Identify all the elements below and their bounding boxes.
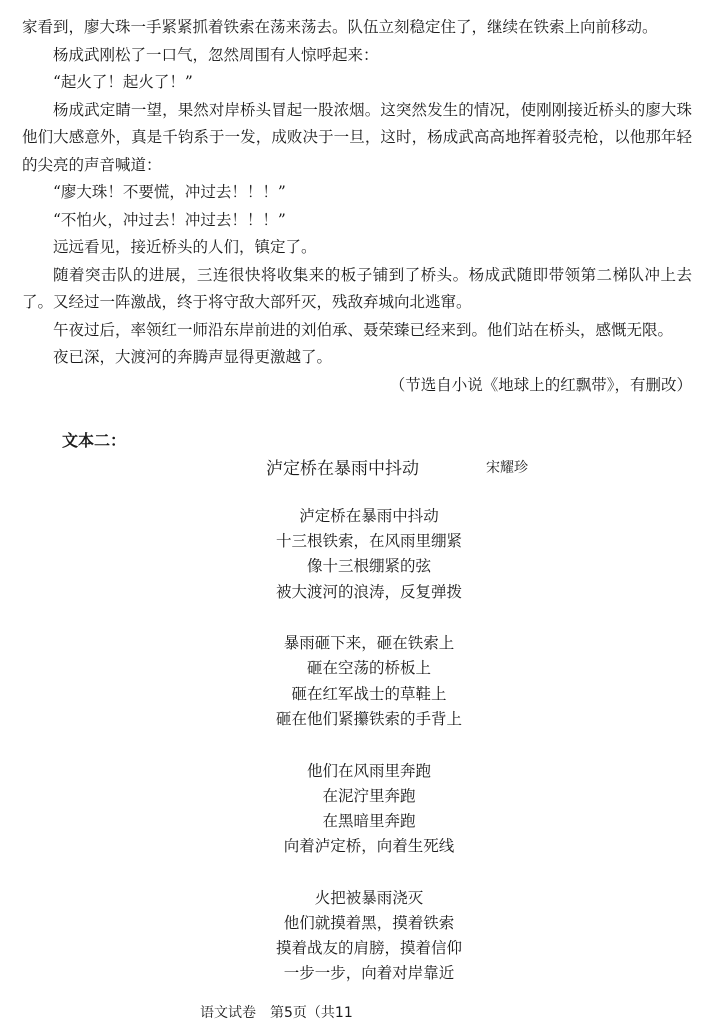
poem-line: 砸在空荡的桥板上 xyxy=(306,659,431,678)
poem-line: 他们在风雨里奔跑 xyxy=(306,761,431,780)
paragraph-8: 随着突击队的进展，三连很快将收集来的板子铺到了桥头。杨成武随即带领第二梯队冲上去了。又经过一阵激战，终于将守敌大部歼灭，残敌弃城向北逃窜。 xyxy=(22,265,692,311)
poem-title: 泸定桥在暴雨中抖动 xyxy=(266,459,419,479)
section-label-text-two: 文本二： xyxy=(62,431,127,450)
poem-line: 向着泸定桥，向着生死线 xyxy=(283,837,455,856)
paragraph-5: “廖大珠！不要慌，冲过去！！！” xyxy=(53,183,286,201)
poem-line: 火把被暴雨浇灭 xyxy=(314,888,424,907)
paragraph-2: 杨成武刚松了一口气，忽然周围有人惊呼起来： xyxy=(53,45,379,64)
poem-author: 宋耀珍 xyxy=(486,460,528,476)
stanza xyxy=(0,504,728,605)
poem-line: 一步一步，向着对岸靠近 xyxy=(283,964,455,983)
poem-line: 砸在他们紧攥铁索的手背上 xyxy=(275,709,462,728)
source-note: （节选自小说《地球上的红飘带》，有删改） xyxy=(389,375,692,394)
paragraph-6: “不怕火，冲过去！冲过去！！！” xyxy=(53,210,286,229)
paragraph-3: “起火了！起火了！” xyxy=(53,73,193,91)
page-footer: 语文试卷 第5页（共11 xyxy=(200,1005,353,1021)
poem-line: 在黑暗里奔跑 xyxy=(322,811,416,830)
poem-line: 像十三根绷紧的弦 xyxy=(306,557,431,576)
poem-line: 暴雨砸下来，砸在铁索上 xyxy=(283,634,455,653)
stanza xyxy=(0,886,728,987)
poem-heading xyxy=(0,454,728,480)
paragraph-1: 家看到，廖大珠一手紧紧抓着铁索在荡来荡去。队伍立刻稳定住了，继续在铁索上向前移动。 xyxy=(22,18,658,36)
poem-body xyxy=(0,504,728,1013)
paragraph-4: 杨成武定睛一望，果然对岸桥头冒起一股浓烟。这突然发生的情况，使刚刚接近桥头的廖大珠他们大感意外，真是千钧系于一发，成败决于一旦，这时，杨成武高高地挥着驳壳枪，以他那年轻的尖亮的声音喊道： xyxy=(22,100,692,174)
poem-line: 被大渡河的浪涛，反复弹拨 xyxy=(275,582,462,601)
paragraph-7: 远远看见，接近桥头的人们，镇定了。 xyxy=(53,238,317,256)
stanza xyxy=(0,759,728,860)
paragraph-9: 午夜过后，率领红一师沿东岸前进的刘伯承、聂荣臻已经来到。他们站在桥头，感慨无限。 xyxy=(53,320,674,339)
poem-line: 他们就摸着黑，摸着铁索 xyxy=(283,913,455,932)
poem-line: 泸定桥在暴雨中抖动 xyxy=(299,507,439,525)
stanza xyxy=(0,631,728,732)
poem-line: 十三根铁索，在风雨里绷紧 xyxy=(275,532,462,551)
paragraph-10: 夜已深，大渡河的奔腾声显得更激越了。 xyxy=(53,348,333,366)
poem-line: 摸着战友的肩膀，摸着信仰 xyxy=(275,939,462,958)
poem-line: 在泥泞里奔跑 xyxy=(322,786,416,805)
poem-line: 砸在红军战士的草鞋上 xyxy=(291,684,447,703)
text-one xyxy=(22,14,692,399)
